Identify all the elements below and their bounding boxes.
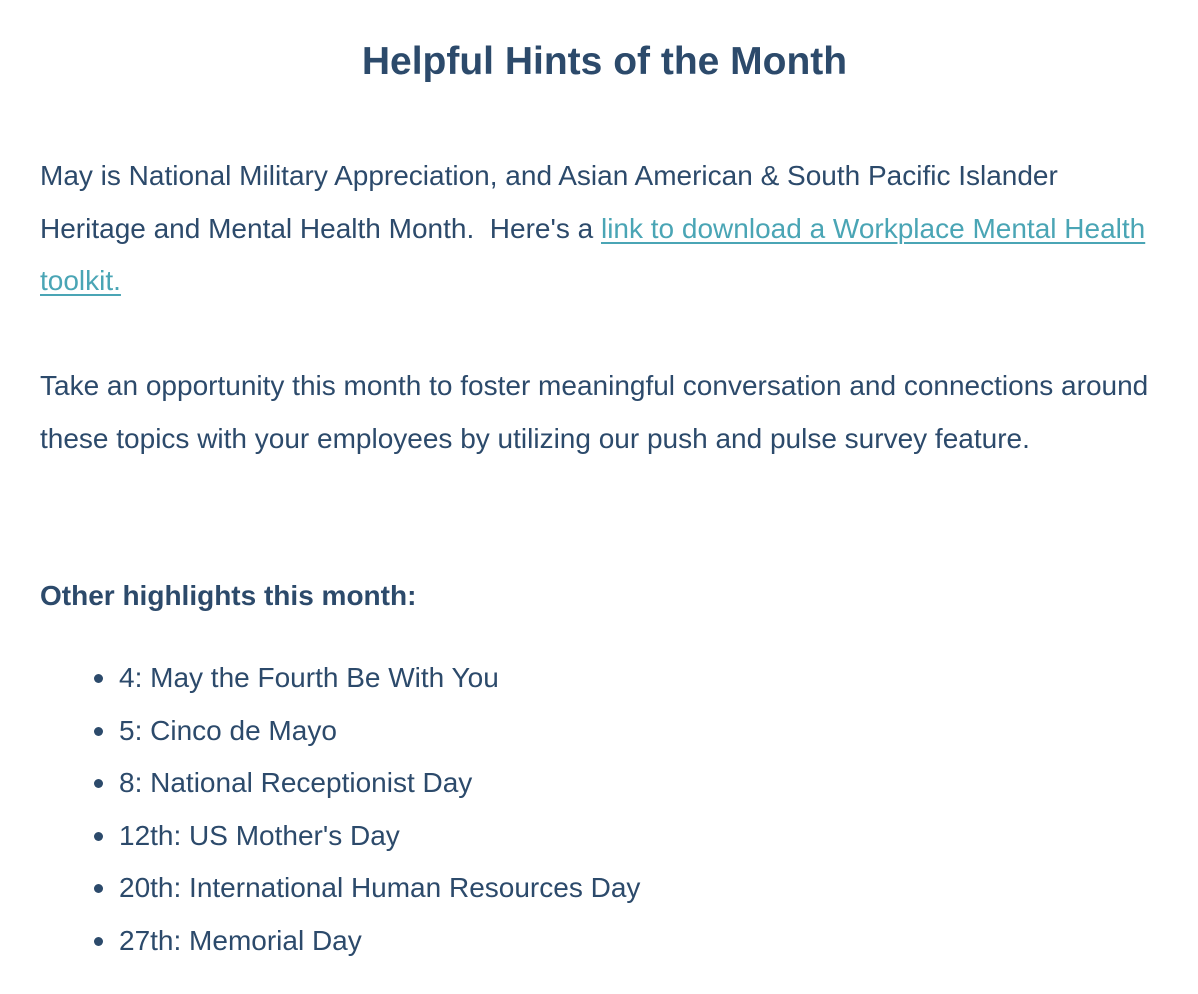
bullet-icon [94,779,103,788]
highlight-text: 20th: International Human Resources Day [119,872,641,903]
mental-health-toolkit-link[interactable]: link to download a Workplace Mental Health toolkit. [40,212,1146,296]
bullet-icon [94,727,103,736]
highlights-heading: Other highlights this month: [40,580,417,611]
survey-paragraph: Take an opportunity this month to foster meaningful conversation and connections around these topics with your employees by utilizing our push and pulse survey feature. [40,370,1149,454]
list-item [40,652,640,705]
bullet-icon [94,832,103,841]
list-item [40,862,640,915]
intro-paragraph [40,150,1150,308]
bullet-icon [94,884,103,893]
highlight-text: 12th: US Mother's Day [119,819,400,851]
highlight-text: 27th: Memorial Day [119,924,362,956]
list-item [40,915,640,968]
list-item [40,810,640,863]
intro-text: May is National Military Appreciation, and Asian American & South Pacific Islander Heritage and Mental Health Month. Here's a [40,160,1066,244]
page-title: Helpful Hints of the Month [361,40,848,83]
list-item [40,705,640,758]
bullet-icon [94,674,103,683]
highlight-text: 8: National Receptionist Day [119,767,473,798]
highlight-text: 5: Cinco de Mayo [119,714,337,746]
highlight-text: 4: May the Fourth Be With You [119,662,499,693]
bullet-icon [94,937,103,946]
list-item [40,757,640,810]
highlights-list [40,652,640,967]
